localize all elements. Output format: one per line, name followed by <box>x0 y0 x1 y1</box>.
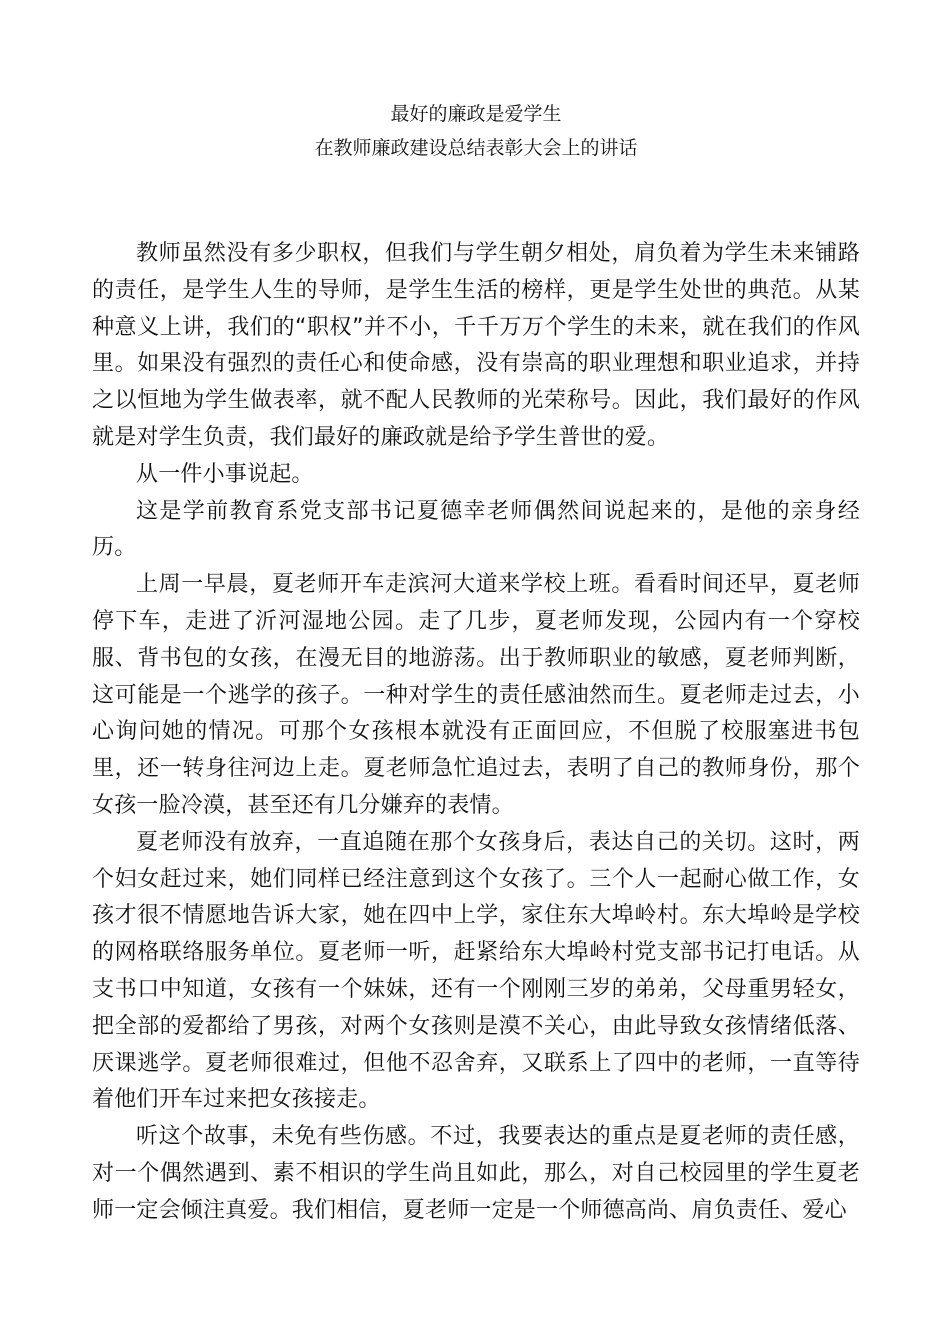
paragraph: 从一件小事说起。 <box>136 461 314 487</box>
paragraph: 教师虽然没有多少职权，但我们与学生朝夕相处，肩负着为学生未来铺路的责任，是学生人生的导师，是学生生活的榜样，更是学生处世的典范。从某种意义上讲，我们的“职权”并不小，千千万万个学生的未来，就在我们的作风里。如果没有强烈的责任心和使命感，没有崇高的职业理想和职业追求，并持之以恒地为学生做表率，就不配人民教师的光荣称号。因此，我们最好的作风就是对学生负责，我们最好的廉政就是给予学生普世的爱。 <box>92 241 860 450</box>
title-block <box>92 0 860 165</box>
document-body <box>92 236 860 1230</box>
paragraph: 听这个故事，未免有些伤感。不过，我要表达的重点是夏老师的责任感，对一个偶然遇到、素不相识的学生尚且如此，那么，对自己校园里的学生夏老师一定会倾注真爱。我们相信，夏老师一定是一个师德高尚、肩负责任、爱心 <box>92 1124 860 1223</box>
document-title: 最好的廉政是爱学生 <box>390 103 562 125</box>
paragraph: 夏老师没有放弃，一直追随在那个女孩身后，表达自己的关切。这时，两个妇女赶过来，她们同样已经注意到这个女孩了。三个人一起耐心做工作，女孩才很不情愿地告诉大家，她在四中上学，家住东大埠岭村。东大埠岭是学校的网格联络服务单位。夏老师一听，赶紧给东大埠岭村党支部书记打电话。从支书口中知道，女孩有一个妹妹，还有一个刚刚三岁的弟弟，父母重男轻女，把全部的爱都给了男孩，对两个女孩则是漠不关心，由此导致女孩情绪低落、厌课逃学。夏老师很难过，但他不忍舍弃，又联系上了四中的老师，一直等待着他们开车过来把女孩接走。 <box>92 829 860 1113</box>
paragraph: 这是学前教育系党支部书记夏德幸老师偶然间说起来的，是他的亲身经历。 <box>92 498 860 561</box>
paragraph: 上周一早晨，夏老师开车走滨河大道来学校上班。看看时间还早，夏老师停下车，走进了沂河湿地公园。走了几步，夏老师发现，公园内有一个穿校服、背书包的女孩，在漫无目的地游荡。出于教师职业的敏感，夏老师判断，这可能是一个逃学的孩子。一种对学生的责任感油然而生。夏老师走过去，小心询问她的情况。可那个女孩根本就没有正面回应，不但脱了校服塞进书包里，还一转身往河边上走。夏老师急忙追过去，表明了自己的教师身份，那个女孩一脸冷漠，甚至还有几分嫌弃的表情。 <box>92 572 860 818</box>
document-subtitle: 在教师廉政建设总结表彰大会上的讲话 <box>314 137 638 159</box>
